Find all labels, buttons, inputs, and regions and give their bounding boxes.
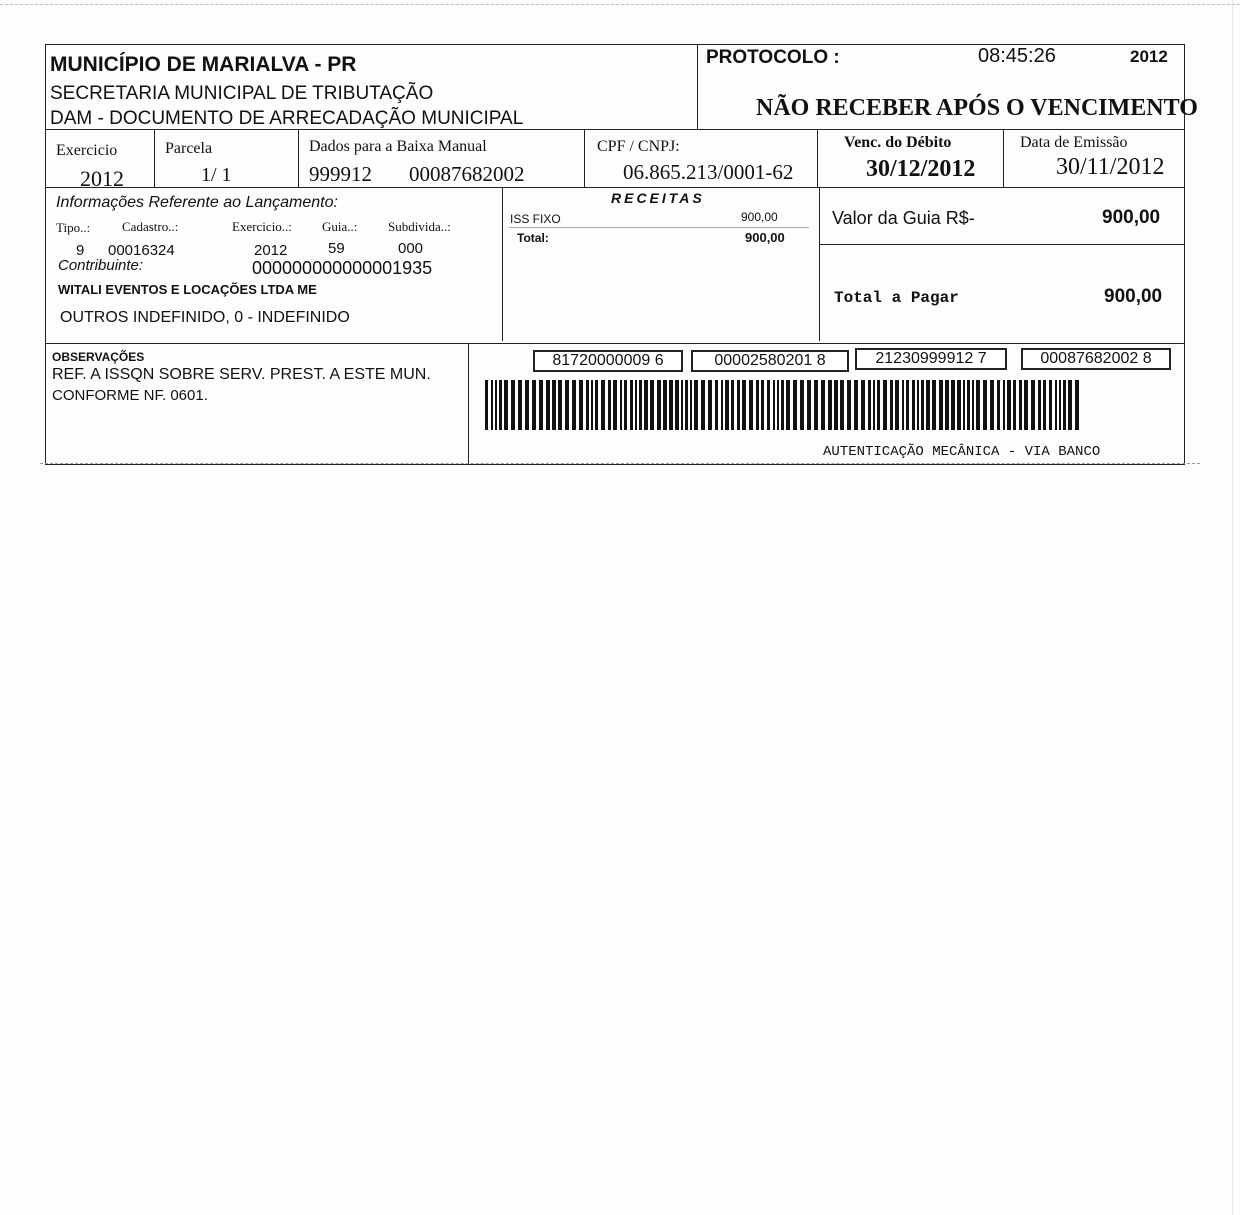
barcode-bar: [669, 380, 673, 430]
barcode-bar: [715, 380, 718, 430]
barcode-bar: [737, 380, 740, 430]
receita-total-value: 900,00: [745, 230, 785, 245]
receitas-title: RECEITAS: [611, 190, 705, 206]
exercicio-cell: [46, 130, 154, 191]
scan-edge: [1232, 0, 1233, 1215]
tipo-label: Tipo..:: [56, 220, 91, 235]
barcode-bar: [997, 380, 1000, 430]
vencimento-value: 30/12/2012: [866, 156, 976, 182]
barcode-bar: [491, 380, 493, 430]
emissao-value: 30/11/2012: [1056, 154, 1165, 180]
barcode-bar: [613, 380, 617, 430]
barcode-bar: [1024, 380, 1028, 430]
barcode-bar: [595, 380, 598, 430]
barcode-bar: [1003, 380, 1005, 430]
barcode-bar: [1007, 380, 1011, 430]
barcode-bar: [1063, 380, 1066, 430]
barcode-bar: [777, 380, 779, 430]
emissao-cell: [1003, 130, 1184, 187]
barcode-bar: [504, 380, 508, 430]
barcode-bar: [967, 380, 970, 430]
barcode-bar: [868, 380, 871, 430]
cadastro-value: 00016324: [108, 242, 175, 259]
barcode-bar: [877, 380, 880, 430]
autenticacao-label: AUTENTICAÇÃO MECÂNICA - VIA BANCO: [823, 444, 1101, 460]
barcode-bar: [742, 380, 746, 430]
barcode-bar: [873, 380, 875, 430]
barcode-bar: [921, 380, 924, 430]
receita-item-label: ISS FIXO: [510, 212, 561, 226]
barcode-bar: [565, 380, 569, 430]
barcode-bar: [1059, 380, 1061, 430]
barcode-bar: [847, 380, 851, 430]
barcode-bar: [1049, 380, 1052, 430]
barcode-bar: [814, 380, 818, 430]
barcode-bar: [917, 380, 919, 430]
cpf-value: 06.865.213/0001-62: [623, 160, 794, 184]
barcode-bar: [793, 380, 797, 430]
baixa-value-2: 00087682002: [409, 162, 525, 186]
barcode-bar: [854, 380, 858, 430]
barcode: [485, 380, 1081, 430]
lancamento-title: Informações Referente ao Lançamento:: [56, 194, 338, 211]
barcode-bar: [539, 380, 543, 430]
bottom-cut-line: [40, 463, 1200, 464]
barcode-bar: [1038, 380, 1041, 430]
valores-section: [819, 188, 1184, 341]
barcode-bar: [601, 380, 605, 430]
detail-row: [46, 187, 1184, 341]
bottom-row: [46, 343, 1184, 464]
barcode-bar: [708, 380, 712, 430]
barcode-bar: [546, 380, 550, 430]
protocolo-time: 08:45:26: [978, 45, 1056, 67]
barcode-bar: [657, 380, 661, 430]
baixa-value-1: 999912: [309, 162, 372, 186]
barcode-bar: [721, 380, 723, 430]
barcode-bar: [883, 380, 887, 430]
barcode-bar: [807, 380, 811, 430]
barcode-bar: [579, 380, 583, 430]
barcode-bar: [926, 380, 930, 430]
barcode-bar: [976, 380, 980, 430]
barcode-bar: [690, 380, 692, 430]
barcode-bar: [773, 380, 775, 430]
barcode-bar: [1043, 380, 1046, 430]
subdivida-value: 000: [398, 240, 424, 257]
barcode-bar: [635, 380, 637, 430]
barcode-bar: [761, 380, 764, 430]
barcode-bar: [525, 380, 529, 430]
barcode-bar: [912, 380, 915, 430]
barcode-bar: [650, 380, 654, 430]
barcode-bar: [675, 380, 679, 430]
barcode-bar: [840, 380, 844, 430]
barcode-bar: [902, 380, 904, 430]
barcode-bar: [786, 380, 790, 430]
total-pagar-label: Total a Pagar: [834, 289, 959, 307]
barcode-bar: [821, 380, 825, 430]
barcode-bar: [1068, 380, 1072, 430]
secretaria-line: SECRETARIA MUNICIPAL DE TRIBUTAÇÃO: [50, 83, 434, 104]
linha-digitavel-2: 00002580201 8: [691, 350, 849, 372]
barcode-bar: [1055, 380, 1057, 430]
exercicio-value: 2012: [80, 166, 124, 191]
barcode-section: [468, 344, 1184, 464]
linha-digitavel-3: 21230999912 7: [855, 348, 1007, 370]
exercicio-lanc-value: 2012: [254, 242, 288, 259]
observacoes-title: OBSERVAÇÕES: [52, 350, 145, 364]
barcode-bar: [990, 380, 994, 430]
barcode-bar: [861, 380, 865, 430]
barcode-bar: [552, 380, 556, 430]
barcode-bar: [624, 380, 627, 430]
valores-divider: [820, 244, 1184, 245]
tipo-value: 9: [76, 242, 85, 259]
barcode-bar: [663, 380, 667, 430]
barcode-bar: [685, 380, 688, 430]
barcode-bar: [767, 380, 770, 430]
barcode-bar: [725, 380, 729, 430]
barcode-bar: [834, 380, 838, 430]
barcode-bar: [890, 380, 893, 430]
municipio-title: MUNICÍPIO DE MARIALVA - PR: [50, 53, 357, 76]
guia-label: Guia..:: [322, 219, 358, 234]
linha-digitavel-1: 81720000009 6: [533, 350, 683, 372]
cadastro-label: Cadastro..:: [122, 219, 179, 234]
barcode-bar: [608, 380, 611, 430]
barcode-bar: [694, 380, 698, 430]
receitas-divider: [509, 227, 809, 228]
barcode-bar: [828, 380, 832, 430]
receita-item-value: 900,00: [741, 210, 778, 224]
valor-guia-label: Valor da Guia R$-: [832, 208, 975, 228]
barcode-bar: [749, 380, 753, 430]
barcode-bar: [1031, 380, 1035, 430]
barcode-bar: [532, 380, 536, 430]
barcode-bar: [1019, 380, 1022, 430]
vencimento-label: Venc. do Débito: [844, 134, 952, 151]
baixa-label: Dados para a Baixa Manual: [309, 138, 487, 155]
emissao-label: Data de Emissão: [1020, 134, 1128, 151]
barcode-bar: [951, 380, 955, 430]
parcela-value: 1/ 1: [201, 164, 232, 186]
barcode-bar: [630, 380, 633, 430]
exercicio-lanc-label: Exercicio..:: [232, 219, 292, 234]
barcode-bar: [932, 380, 936, 430]
barcode-bar: [983, 380, 987, 430]
barcode-bar: [756, 380, 759, 430]
contribuinte-name: WITALI EVENTOS E LOCAÇÕES LTDA ME: [58, 282, 317, 297]
observacoes-line-2: CONFORME NF. 0601.: [52, 387, 208, 404]
valor-guia-value: 900,00: [1102, 207, 1161, 228]
barcode-bar: [639, 380, 642, 430]
barcode-bar: [939, 380, 943, 430]
parcela-cell: [154, 130, 298, 187]
barcode-bar: [681, 380, 683, 430]
barcode-bar: [586, 380, 589, 430]
contribuinte-label: Contribuinte:: [58, 257, 144, 274]
barcode-bar: [963, 380, 965, 430]
barcode-bar: [495, 380, 497, 430]
barcode-bar: [957, 380, 961, 430]
barcode-bar: [1075, 380, 1079, 430]
cpf-cell: [584, 130, 817, 187]
barcode-bar: [485, 380, 488, 430]
exercicio-label: Exercicio: [56, 142, 118, 159]
protocolo-year: 2012: [1130, 47, 1168, 66]
barcode-bar: [800, 380, 804, 430]
lancamento-section: [46, 188, 502, 341]
barcode-bar: [591, 380, 593, 430]
observacoes-section: [46, 344, 468, 464]
barcode-bar: [644, 380, 648, 430]
barcode-bar: [499, 380, 502, 430]
top-cut-line: [0, 4, 1240, 5]
barcode-bar: [572, 380, 576, 430]
guia-value: 59: [328, 240, 345, 257]
baixa-cell: [298, 130, 584, 187]
dam-document: [45, 44, 1198, 465]
protocolo-label: PROTOCOLO :: [706, 47, 840, 68]
barcode-bar: [701, 380, 705, 430]
barcode-bar: [972, 380, 974, 430]
barcode-bar: [895, 380, 899, 430]
barcode-bar: [518, 380, 522, 430]
cpf-label: CPF / CNPJ:: [597, 138, 680, 155]
warning-text: NÃO RECEBER APÓS O VENCIMENTO: [756, 95, 1198, 121]
contribuinte-code: 000000000000001935: [252, 258, 433, 278]
barcode-bar: [558, 380, 562, 430]
info-row: [46, 129, 1184, 191]
subdivida-label: Subdivida..:: [388, 219, 451, 234]
barcode-bar: [1013, 380, 1016, 430]
linha-digitavel-4: 00087682002 8: [1021, 348, 1171, 370]
barcode-bar: [511, 380, 515, 430]
total-pagar-value: 900,00: [1104, 286, 1163, 307]
parcela-label: Parcela: [165, 140, 213, 157]
receitas-section: [502, 188, 819, 341]
protocolo-box: [697, 45, 1198, 129]
barcode-bar: [906, 380, 909, 430]
barcode-bar: [781, 380, 784, 430]
observacoes-line-1: REF. A ISSQN SOBRE SERV. PREST. A ESTE MUN.: [52, 366, 431, 383]
receita-total-label: Total:: [517, 231, 549, 245]
vencimento-cell: [817, 130, 1003, 187]
barcode-bar: [731, 380, 734, 430]
dam-line: DAM - DOCUMENTO DE ARRECADAÇÃO MUNICIPAL: [50, 108, 524, 129]
barcode-bar: [620, 380, 622, 430]
barcode-bar: [945, 380, 949, 430]
contribuinte-endereco: OUTROS INDEFINIDO, 0 - INDEFINIDO: [60, 309, 350, 326]
